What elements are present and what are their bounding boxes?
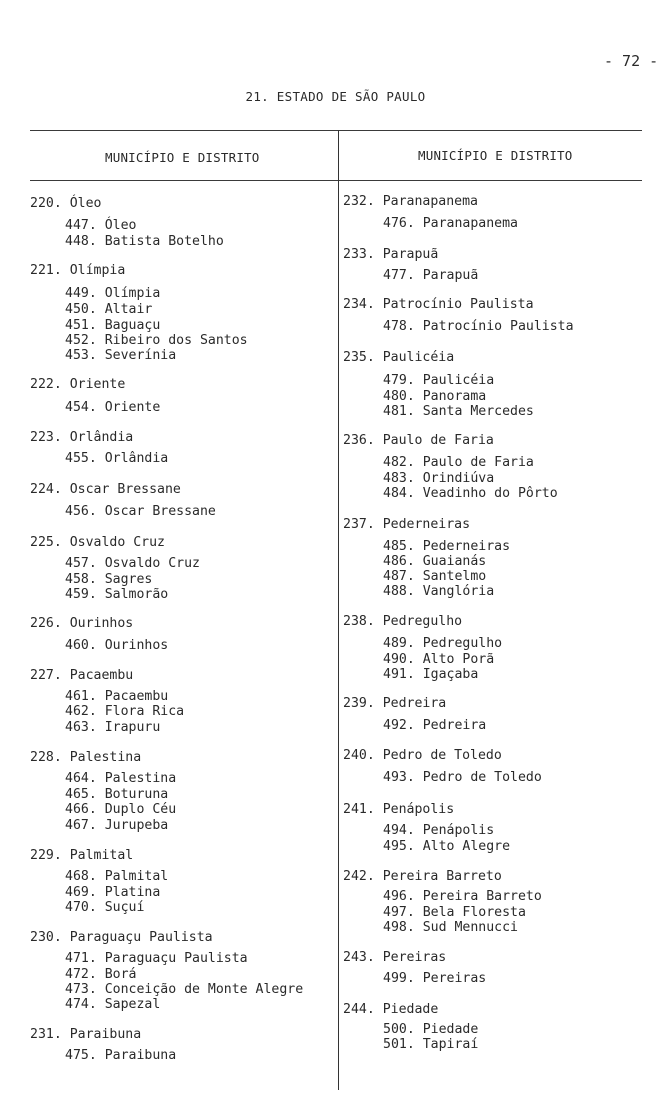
municipio-entry: 234. Patrocínio Paulista	[343, 297, 534, 312]
distrito-entry: 501. Tapiraí	[383, 1037, 479, 1052]
distrito-entry: 451. Baguaçu	[65, 318, 161, 333]
distrito-entry: 448. Batista Botelho	[65, 234, 224, 249]
municipio-entry: 232. Paranapanema	[343, 194, 478, 209]
distrito-entry: 463. Irapuru	[65, 720, 161, 735]
municipio-entry: 224. Oscar Bressane	[30, 482, 181, 497]
distrito-entry: 457. Osvaldo Cruz	[65, 556, 200, 571]
municipio-entry: 225. Osvaldo Cruz	[30, 535, 165, 550]
municipio-entry: 227. Pacaembu	[30, 668, 134, 683]
distrito-entry: 490. Alto Porã	[383, 652, 495, 667]
municipio-entry: 241. Penápolis	[343, 802, 455, 817]
distrito-entry: 498. Sud Mennucci	[383, 920, 518, 935]
distrito-entry: 449. Olímpia	[65, 286, 161, 301]
table-top-rule	[30, 130, 642, 131]
distrito-entry: 492. Pedreira	[383, 718, 487, 733]
municipio-entry: 243. Pereiras	[343, 950, 447, 965]
municipio-entry: 233. Parapuã	[343, 247, 439, 262]
page-number: - 72 -	[604, 52, 659, 70]
distrito-entry: 482. Paulo de Faria	[383, 455, 534, 470]
municipio-entry: 235. Paulicéia	[343, 350, 455, 365]
distrito-entry: 480. Panorama	[383, 389, 487, 404]
municipio-entry: 244. Piedade	[343, 1002, 439, 1017]
header-left: MUNICÍPIO E DISTRITO	[105, 150, 260, 165]
distrito-entry: 499. Pereiras	[383, 971, 487, 986]
distrito-entry: 447. Óleo	[65, 218, 137, 233]
distrito-entry: 450. Altair	[65, 302, 153, 317]
distrito-entry: 471. Paraguaçu Paulista	[65, 951, 248, 966]
column-divider	[338, 130, 339, 1090]
municipio-entry: 239. Pedreira	[343, 696, 447, 711]
municipio-entry: 223. Orlândia	[30, 430, 134, 445]
distrito-entry: 459. Salmorão	[65, 587, 169, 602]
distrito-entry: 475. Paraibuna	[65, 1048, 177, 1063]
distrito-entry: 460. Ourinhos	[65, 638, 169, 653]
distrito-entry: 497. Bela Floresta	[383, 905, 526, 920]
distrito-entry: 486. Guaianás	[383, 554, 487, 569]
municipio-entry: 237. Pederneiras	[343, 517, 471, 532]
distrito-entry: 477. Parapuã	[383, 268, 479, 283]
distrito-entry: 473. Conceição de Monte Alegre	[65, 982, 304, 997]
distrito-entry: 472. Borá	[65, 967, 137, 982]
distrito-entry: 455. Orlândia	[65, 451, 169, 466]
distrito-entry: 462. Flora Rica	[65, 704, 185, 719]
distrito-entry: 484. Veadinho do Pôrto	[383, 486, 558, 501]
distrito-entry: 494. Penápolis	[383, 823, 495, 838]
distrito-entry: 456. Oscar Bressane	[65, 504, 216, 519]
distrito-entry: 487. Santelmo	[383, 569, 487, 584]
distrito-entry: 470. Suçuí	[65, 900, 145, 915]
municipio-entry: 230. Paraguaçu Paulista	[30, 930, 213, 945]
distrito-entry: 496. Pereira Barreto	[383, 889, 542, 904]
distrito-entry: 483. Orindiúva	[383, 471, 495, 486]
distrito-entry: 469. Platina	[65, 885, 161, 900]
distrito-entry: 468. Palmital	[65, 869, 169, 884]
municipio-entry: 226. Ourinhos	[30, 616, 134, 631]
distrito-entry: 500. Piedade	[383, 1022, 479, 1037]
distrito-entry: 476. Paranapanema	[383, 216, 518, 231]
distrito-entry: 478. Patrocínio Paulista	[383, 319, 574, 334]
header-right: MUNICÍPIO E DISTRITO	[418, 148, 573, 163]
municipio-entry: 222. Oriente	[30, 377, 126, 392]
distrito-entry: 479. Paulicéia	[383, 373, 495, 388]
distrito-entry: 458. Sagres	[65, 572, 153, 587]
municipio-entry: 229. Palmital	[30, 848, 134, 863]
distrito-entry: 454. Oriente	[65, 400, 161, 415]
page-title: 21. ESTADO DE SÃO PAULO	[245, 89, 426, 104]
distrito-entry: 489. Pedregulho	[383, 636, 503, 651]
distrito-entry: 493. Pedro de Toledo	[383, 770, 542, 785]
distrito-entry: 481. Santa Mercedes	[383, 404, 534, 419]
distrito-entry: 467. Jurupeba	[65, 818, 169, 833]
distrito-entry: 464. Palestina	[65, 771, 177, 786]
municipio-entry: 221. Olímpia	[30, 263, 126, 278]
municipio-entry: 238. Pedregulho	[343, 614, 463, 629]
distrito-entry: 495. Alto Alegre	[383, 839, 511, 854]
header-bottom-rule	[30, 180, 642, 181]
distrito-entry: 461. Pacaembu	[65, 689, 169, 704]
distrito-entry: 453. Severínia	[65, 348, 177, 363]
distrito-entry: 465. Boturuna	[65, 787, 169, 802]
distrito-entry: 474. Sapezal	[65, 997, 161, 1012]
distrito-entry: 488. Vanglória	[383, 584, 495, 599]
distrito-entry: 485. Pederneiras	[383, 539, 511, 554]
municipio-entry: 242. Pereira Barreto	[343, 869, 502, 884]
distrito-entry: 452. Ribeiro dos Santos	[65, 333, 248, 348]
distrito-entry: 466. Duplo Céu	[65, 802, 177, 817]
municipio-entry: 240. Pedro de Toledo	[343, 748, 502, 763]
municipio-entry: 231. Paraibuna	[30, 1027, 142, 1042]
municipio-entry: 236. Paulo de Faria	[343, 433, 494, 448]
municipio-entry: 220. Óleo	[30, 196, 102, 211]
municipio-entry: 228. Palestina	[30, 750, 142, 765]
distrito-entry: 491. Igaçaba	[383, 667, 479, 682]
